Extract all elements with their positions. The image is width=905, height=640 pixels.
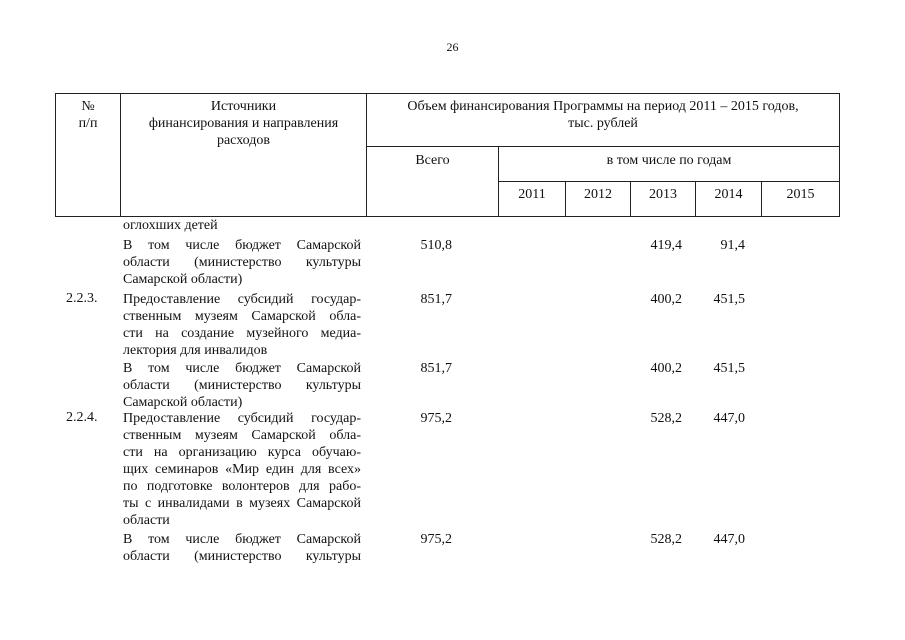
header-volume-divider	[366, 146, 840, 147]
row-2014: 451,5	[713, 292, 745, 307]
row-description-line: области (министерство культуры	[123, 378, 361, 393]
row-description-line: области (министерство культуры	[123, 255, 361, 270]
row-2013: 528,2	[650, 411, 682, 426]
row-2014: 91,4	[720, 238, 745, 253]
row-total: 975,2	[420, 411, 452, 426]
row-description	[123, 410, 361, 529]
row-description-line: В том числе бюджет Самарской	[123, 361, 361, 376]
row-2013: 400,2	[650, 292, 682, 307]
row-description	[123, 531, 361, 565]
header-year-2013: 2013	[649, 187, 677, 202]
row-description-line: оглохших детей	[123, 218, 218, 233]
header-top-border	[55, 93, 840, 94]
row-number: 2.2.4.	[66, 410, 98, 425]
row-total: 851,7	[420, 361, 452, 376]
header-volume-line2: тыс. рублей	[568, 116, 638, 131]
page-number: 26	[446, 40, 459, 54]
row-description	[123, 237, 361, 288]
row-description	[123, 291, 361, 359]
header-volume-line1: Объем финансирования Программы на период 2011 – 2015 годов,	[407, 99, 799, 114]
row-description-line: ственным музеям Самарской обла-	[123, 428, 361, 443]
row-description-line: В том числе бюджет Самарской	[123, 532, 361, 547]
header-total: Всего	[415, 153, 450, 168]
header-right-border	[839, 93, 840, 217]
row-2013: 400,2	[650, 361, 682, 376]
row-2014: 451,5	[713, 361, 745, 376]
row-description	[123, 360, 361, 411]
row-description	[123, 217, 361, 234]
row-description-line: Самарской области)	[123, 272, 243, 287]
row-description-line: сти на создание музейного медиа-	[123, 326, 361, 341]
row-description-line: области	[123, 513, 170, 528]
row-description-line: Предоставление субсидий государ-	[123, 292, 361, 307]
header-source-line2: финансирования и направления	[148, 116, 339, 131]
header-source-line3: расходов	[216, 133, 271, 148]
row-total: 851,7	[420, 292, 452, 307]
header-by-years: в том числе по годам	[606, 153, 732, 168]
row-description-line: щих семинаров «Мир един для всех»	[123, 462, 361, 477]
row-description-line: Предоставление субсидий государ-	[123, 411, 361, 426]
row-total: 510,8	[420, 238, 452, 253]
header-source-line1: Источники	[210, 99, 277, 114]
row-description-line: по подготовке волонтеров для рабо-	[123, 479, 361, 494]
header-year-2014: 2014	[714, 187, 743, 202]
header-num-line2: п/п	[78, 116, 98, 131]
row-2013: 419,4	[650, 238, 682, 253]
row-description-line: области (министерство культуры	[123, 549, 361, 564]
row-description-line: Самарской области)	[123, 395, 243, 410]
header-num-cell	[56, 98, 120, 132]
header-source-cell	[121, 98, 366, 149]
header-years-divider	[498, 181, 840, 182]
row-description-line: сти на организацию курса обучаю-	[123, 445, 361, 460]
row-description-line: В том числе бюджет Самарской	[123, 238, 361, 253]
header-year-2011: 2011	[518, 187, 546, 202]
row-2014: 447,0	[713, 411, 745, 426]
header-year-2015: 2015	[786, 187, 815, 202]
header-num-line1: №	[81, 99, 95, 114]
row-description-line: ственным музеям Самарской обла-	[123, 309, 361, 324]
row-number: 2.2.3.	[66, 291, 98, 306]
header-volume-cell	[367, 98, 839, 132]
row-2013: 528,2	[650, 532, 682, 547]
row-2014: 447,0	[713, 532, 745, 547]
row-total: 975,2	[420, 532, 452, 547]
row-description-line: ты с инвалидами в музеях Самарской	[123, 496, 361, 511]
header-year-2012: 2012	[584, 187, 612, 202]
row-description-line: лектория для инвалидов	[123, 343, 268, 358]
